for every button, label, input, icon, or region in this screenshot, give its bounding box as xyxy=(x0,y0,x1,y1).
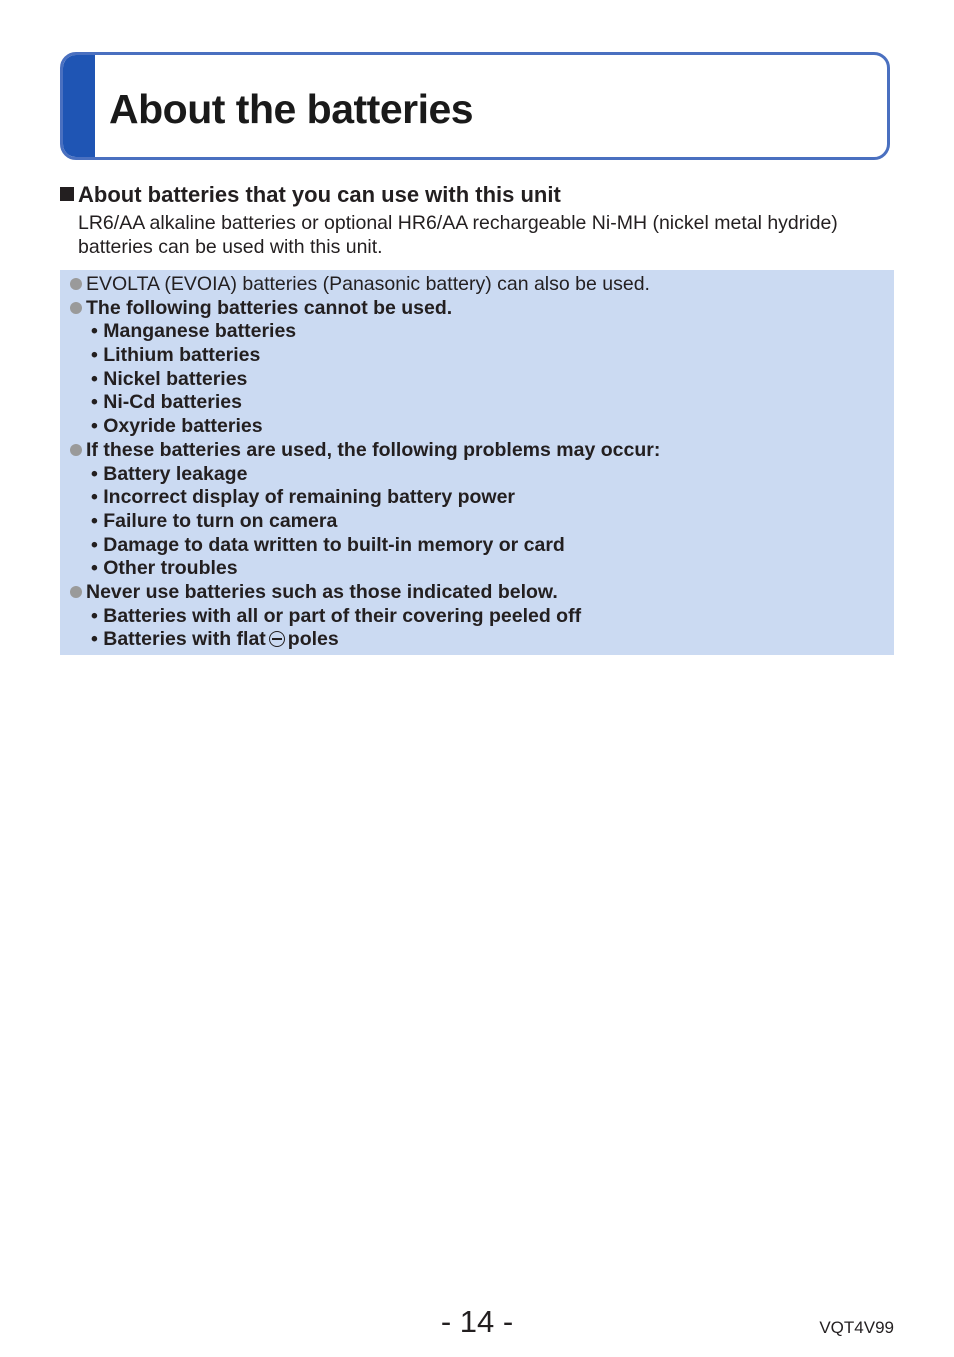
title-accent-bar xyxy=(63,55,95,157)
list-item-text: Batteries with all or part of their covering peeled off xyxy=(103,604,582,627)
list-item: • Batteries with all or part of their covering peeled off xyxy=(91,604,582,627)
page-number: - 14 - xyxy=(440,1304,514,1339)
square-bullet-icon xyxy=(60,187,74,201)
list-item: • Damage to data written to built-in memory or card xyxy=(91,533,565,556)
note-evolta xyxy=(70,273,884,297)
list-item-text: Incorrect display of remaining battery power xyxy=(103,486,516,509)
document-code: VQT4V99 xyxy=(819,1318,894,1337)
list-item: • Other troubles xyxy=(91,557,238,580)
list-item: • Lithium batteries xyxy=(91,344,261,367)
list-item-text: Batteries with flat xyxy=(103,628,266,651)
list-item: • Nickel batteries xyxy=(91,367,248,390)
list-item-text: Other troubles xyxy=(103,557,238,580)
dot-bullet-icon xyxy=(70,586,82,598)
list-item-text: Battery leakage xyxy=(103,462,248,485)
note-evolta-text: EVOLTA (EVOIA) batteries (Panasonic battery) can also be used. xyxy=(86,273,650,295)
list-item-text: Damage to data written to built-in memory or card xyxy=(103,533,565,556)
dot-bullet-icon xyxy=(70,278,82,290)
list-item-text: Nickel batteries xyxy=(103,367,248,390)
dot-bullet-icon xyxy=(70,444,82,456)
note-problems xyxy=(70,439,884,463)
list-item-text: Oxyride batteries xyxy=(103,415,263,438)
note-never-use-text: Never use batteries such as those indicated below. xyxy=(86,580,558,603)
list-item-text: Manganese batteries xyxy=(103,320,297,343)
note-never-use xyxy=(70,581,884,605)
list-item: • Battery leakage xyxy=(91,462,248,485)
list-item: • Ni-Cd batteries xyxy=(91,391,242,414)
note-problems-text: If these batteries are used, the following problems may occur: xyxy=(86,438,661,461)
list-item-text: poles xyxy=(287,628,339,651)
list-item: • Manganese batteries xyxy=(91,320,297,343)
section-heading xyxy=(60,182,561,208)
note-cannot-use-text: The following batteries cannot be used. xyxy=(86,296,453,319)
page-title: About the batteries xyxy=(109,86,474,132)
list-item: • Failure to turn on camera xyxy=(91,509,338,532)
list-item-text: Ni-Cd batteries xyxy=(103,391,242,414)
note-box xyxy=(60,270,894,655)
title-box xyxy=(60,52,890,160)
list-item: • Batteries with flat poles xyxy=(91,628,339,651)
minus-pole-icon xyxy=(269,631,285,647)
section-body: LR6/AA alkaline batteries or optional HR6/AA rechargeable Ni-MH (nickel metal hydride) batteries can be used with this unit. xyxy=(78,212,838,258)
list-item-text: Lithium batteries xyxy=(103,344,261,367)
list-item: • Oxyride batteries xyxy=(91,415,263,438)
section-heading-text: About batteries that you can use with this unit xyxy=(78,182,561,207)
list-item-text: Failure to turn on camera xyxy=(103,509,338,532)
list-item: • Incorrect display of remaining battery power xyxy=(91,486,516,509)
dot-bullet-icon xyxy=(70,302,82,314)
note-cannot-use xyxy=(70,297,884,321)
